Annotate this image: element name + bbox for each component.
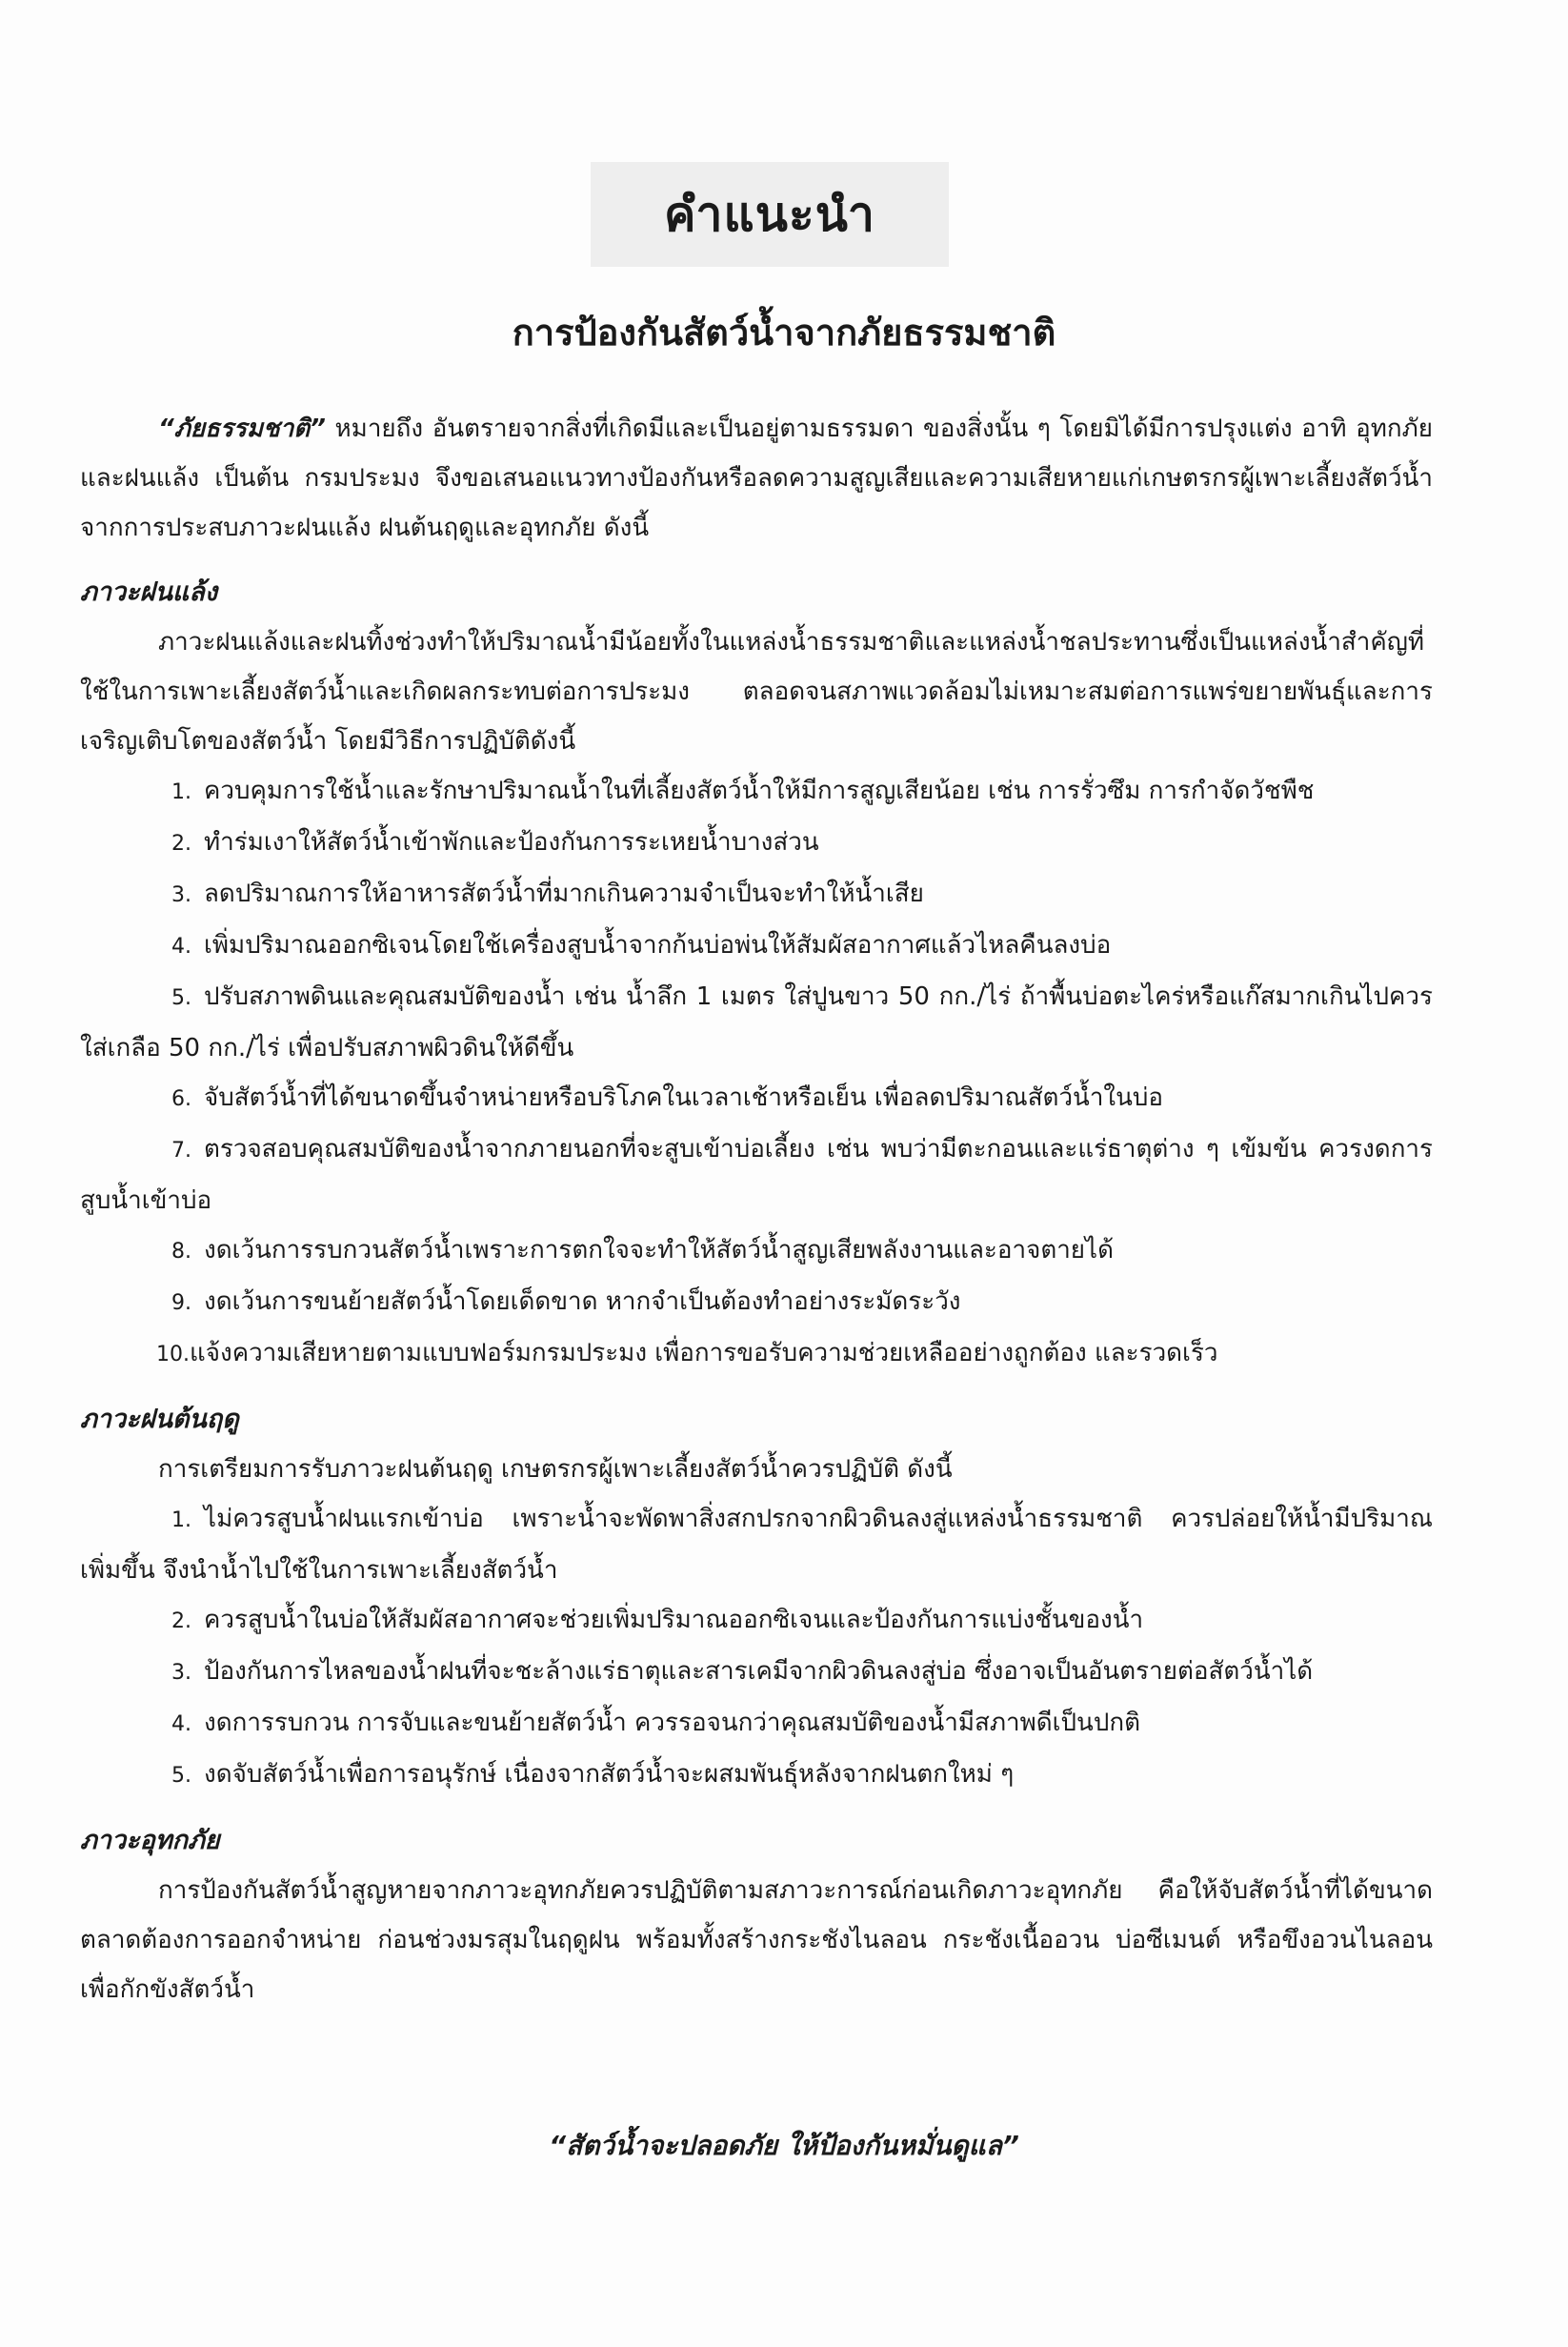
list-item-number: 10. bbox=[156, 1343, 190, 1366]
list-item bbox=[80, 1277, 1433, 1328]
list-item bbox=[80, 869, 1433, 921]
title-box bbox=[591, 162, 949, 267]
list-item-number: 3. bbox=[171, 1661, 191, 1685]
list-item-text: เพิ่มปริมาณออกซิเจนโดยใช้เครื่องสูบน้ำจากก้นบ่อพ่นให้สัมผัสอากาศแล้วไหลคืนลงบ่อ bbox=[204, 931, 1112, 960]
page-subtitle: การป้องกันสัตว์น้ำจากภัยธรรมชาติ bbox=[512, 312, 1056, 354]
list-item-text: งดจับสัตว์น้ำเพื่อการอนุรักษ์ เนื่องจากสัตว์น้ำจะผสมพันธุ์หลังจากฝนตกใหม่ ๆ bbox=[204, 1760, 1015, 1789]
list-item bbox=[80, 1750, 1433, 1801]
list-item-number: 2. bbox=[171, 832, 191, 856]
list-item-text: ลดปริมาณการให้อาหารสัตว์น้ำที่มากเกินความจำเป็นจะทำให้น้ำเสีย bbox=[204, 880, 924, 908]
section-paragraph-flood: การป้องกันสัตว์น้ำสูญหายจากภาวะอุทกภัยควรปฏิบัติตามสภาวะการณ์ก่อนเกิดภาวะอุทกภัย คือให้จับสัตว์น้ำที่ได้ขนาดตลาดต้องการออกจำหน่าย ก่อนช่วงมรสุมในฤดูฝน พร้อมทั้งสร้างกระชังไนลอน กระชังเนื้ออวน บ่อซีเมนต์ หรือขึงอวนไนลอน เพื่อกักขังสัตว์น้ำ bbox=[80, 1876, 1433, 2004]
section-heading-flood: ภาวะอุทกภัย bbox=[80, 1826, 220, 1855]
list-item-text: งดเว้นการรบกวนสัตว์น้ำเพราะการตกใจจะทำให้สัตว์น้ำสูญเสียพลังงานและอาจตายได้ bbox=[204, 1236, 1115, 1265]
list-item bbox=[80, 1595, 1433, 1647]
section-paragraph-drought: ภาวะฝนแล้งและฝนทิ้งช่วงทำให้ปริมาณน้ำมีน้อยทั้งในแหล่งน้ำธรรมชาติและแหล่งน้ำชลประทานซึ่งเป็นแหล่งน้ำสำคัญที่ใช้ในการเพาะเลี้ยงสัตว์น้ำและเกิดผลกระทบต่อการประมง ตลอดจนสภาพแวดล้อมไม่เหมาะสมต่อการแพร่ขยายพันธุ์และการเจริญเติบโตของสัตว์น้ำ โดยมีวิธีการปฏิบัติดังนี้ bbox=[80, 628, 1433, 756]
list-item-text: งดการรบกวน การจับและขนย้ายสัตว์น้ำ ควรรอจนกว่าคุณสมบัติของน้ำมีสภาพดีเป็นปกติ bbox=[204, 1709, 1140, 1737]
list-item bbox=[80, 818, 1433, 869]
section-heading-drought: ภาวะฝนแล้ง bbox=[80, 577, 218, 607]
list-item bbox=[80, 1698, 1433, 1750]
list-item-number: 1. bbox=[171, 780, 191, 804]
list-item-number: 8. bbox=[171, 1240, 191, 1264]
page-title: คำแนะนำ bbox=[663, 186, 876, 242]
early-rain-list bbox=[80, 1494, 1433, 1801]
list-item-number: 6. bbox=[171, 1087, 191, 1111]
list-item-number: 9. bbox=[171, 1291, 191, 1315]
intro-text: หมายถึง อันตรายจากสิ่งที่เกิดมีและเป็นอยู่ตามธรรมดา ของสิ่งนั้น ๆ โดยมิได้มีการปรุงแต่ง อาทิ อุทกภัย และฝนแล้ง เป็นต้น กรมประมง จึงขอเสนอแนวทางป้องกันหรือลดความสูญเสียและความเสียหายแก่เกษตรกรผู้เพาะเลี้ยงสัตว์น้ำจากการประสบภาวะฝนแล้ง ฝนต้นฤดูและอุทกภัย ดังนี้ bbox=[80, 415, 1433, 542]
list-item bbox=[80, 921, 1433, 972]
list-item bbox=[80, 1647, 1433, 1698]
list-item bbox=[80, 972, 1433, 1073]
list-item-text: ตรวจสอบคุณสมบัติของน้ำจากภายนอกที่จะสูบเข้าบ่อเลี้ยง เช่น พบว่ามีตะกอนและแร่ธาตุต่าง ๆ เข้มข้น ควรงดการสูบน้ำเข้าบ่อ bbox=[80, 1135, 1433, 1215]
intro-term: “ภัยธรรมชาติ” bbox=[158, 415, 326, 443]
list-item-text: ควบคุมการใช้น้ำและรักษาปริมาณน้ำในที่เลี้ยงสัตว์น้ำให้มีการสูญเสียน้อย เช่น การรั่วซึม การกำจัดวัชพืช bbox=[204, 777, 1315, 805]
document-body bbox=[80, 404, 1433, 2014]
list-item-number: 1. bbox=[171, 1508, 191, 1532]
list-item-number: 2. bbox=[171, 1609, 191, 1633]
closing-slogan: “สัตว์น้ำจะปลอดภัย ให้ป้องกันหมั่นดูแล” bbox=[549, 2130, 1019, 2161]
list-item-number: 4. bbox=[171, 1712, 191, 1736]
list-item-text: งดเว้นการขนย้ายสัตว์น้ำโดยเด็ดขาด หากจำเป็นต้องทำอย่างระมัดระวัง bbox=[204, 1287, 961, 1316]
list-item bbox=[80, 1073, 1433, 1124]
list-item-number: 3. bbox=[171, 883, 191, 907]
list-item-text: ไม่ควรสูบน้ำฝนแรกเข้าบ่อ เพราะน้ำจะพัดพาสิ่งสกปรกจากผิวดินลงสู่แหล่งน้ำธรรมชาติ ควรปล่อยให้น้ำมีปริมาณเพิ่มขึ้น จึงนำน้ำไปใช้ในการเพาะเลี้ยงสัตว์น้ำ bbox=[80, 1505, 1433, 1585]
list-item-text: ป้องกันการไหลของน้ำฝนที่จะชะล้างแร่ธาตุและสารเคมีจากผิวดินลงสู่บ่อ ซึ่งอาจเป็นอันตรายต่อสัตว์น้ำได้ bbox=[204, 1657, 1314, 1686]
drought-list bbox=[80, 766, 1433, 1380]
list-item-number: 4. bbox=[171, 935, 191, 959]
list-item-text: แจ้งความเสียหายตามแบบฟอร์มกรมประมง เพื่อการขอรับความช่วยเหลืออย่างถูกต้อง และรวดเร็ว bbox=[190, 1339, 1218, 1367]
list-item-text: จับสัตว์น้ำที่ได้ขนาดขึ้นจำหน่ายหรือบริโภคในเวลาเช้าหรือเย็น เพื่อลดปริมาณสัตว์น้ำในบ่อ bbox=[204, 1083, 1164, 1112]
list-item bbox=[80, 1124, 1433, 1225]
list-item-number: 7. bbox=[171, 1139, 191, 1163]
list-item bbox=[80, 1225, 1433, 1277]
list-item-number: 5. bbox=[171, 1764, 191, 1788]
intro-paragraph bbox=[80, 404, 1433, 553]
section-paragraph-early-rain: การเตรียมการรับภาวะฝนต้นฤดู เกษตรกรผู้เพาะเลี้ยงสัตว์น้ำควรปฏิบัติ ดังนี้ bbox=[158, 1455, 953, 1484]
section-heading-early-rain: ภาวะฝนต้นฤดู bbox=[80, 1405, 239, 1434]
list-item-text: ปรับสภาพดินและคุณสมบัติของน้ำ เช่น น้ำลึก 1 เมตร ใส่ปูนขาว 50 กก./ไร่ ถ้าพื้นบ่อตะไคร่หรือแก๊สมากเกินไปควรใส่เกลือ 50 กก./ไร่ เพื่อปรับสภาพผิวดินให้ดีขึ้น bbox=[80, 982, 1433, 1062]
list-item bbox=[80, 1328, 1433, 1380]
list-item bbox=[80, 766, 1433, 818]
list-item-text: ควรสูบน้ำในบ่อให้สัมผัสอากาศจะช่วยเพิ่มปริมาณออกซิเจนและป้องกันการแบ่งชั้นของน้ำ bbox=[204, 1606, 1144, 1634]
list-item-number: 5. bbox=[171, 986, 191, 1010]
list-item-text: ทำร่มเงาให้สัตว์น้ำเข้าพักและป้องกันการระเหยน้ำบางส่วน bbox=[204, 828, 819, 857]
list-item bbox=[80, 1494, 1433, 1595]
